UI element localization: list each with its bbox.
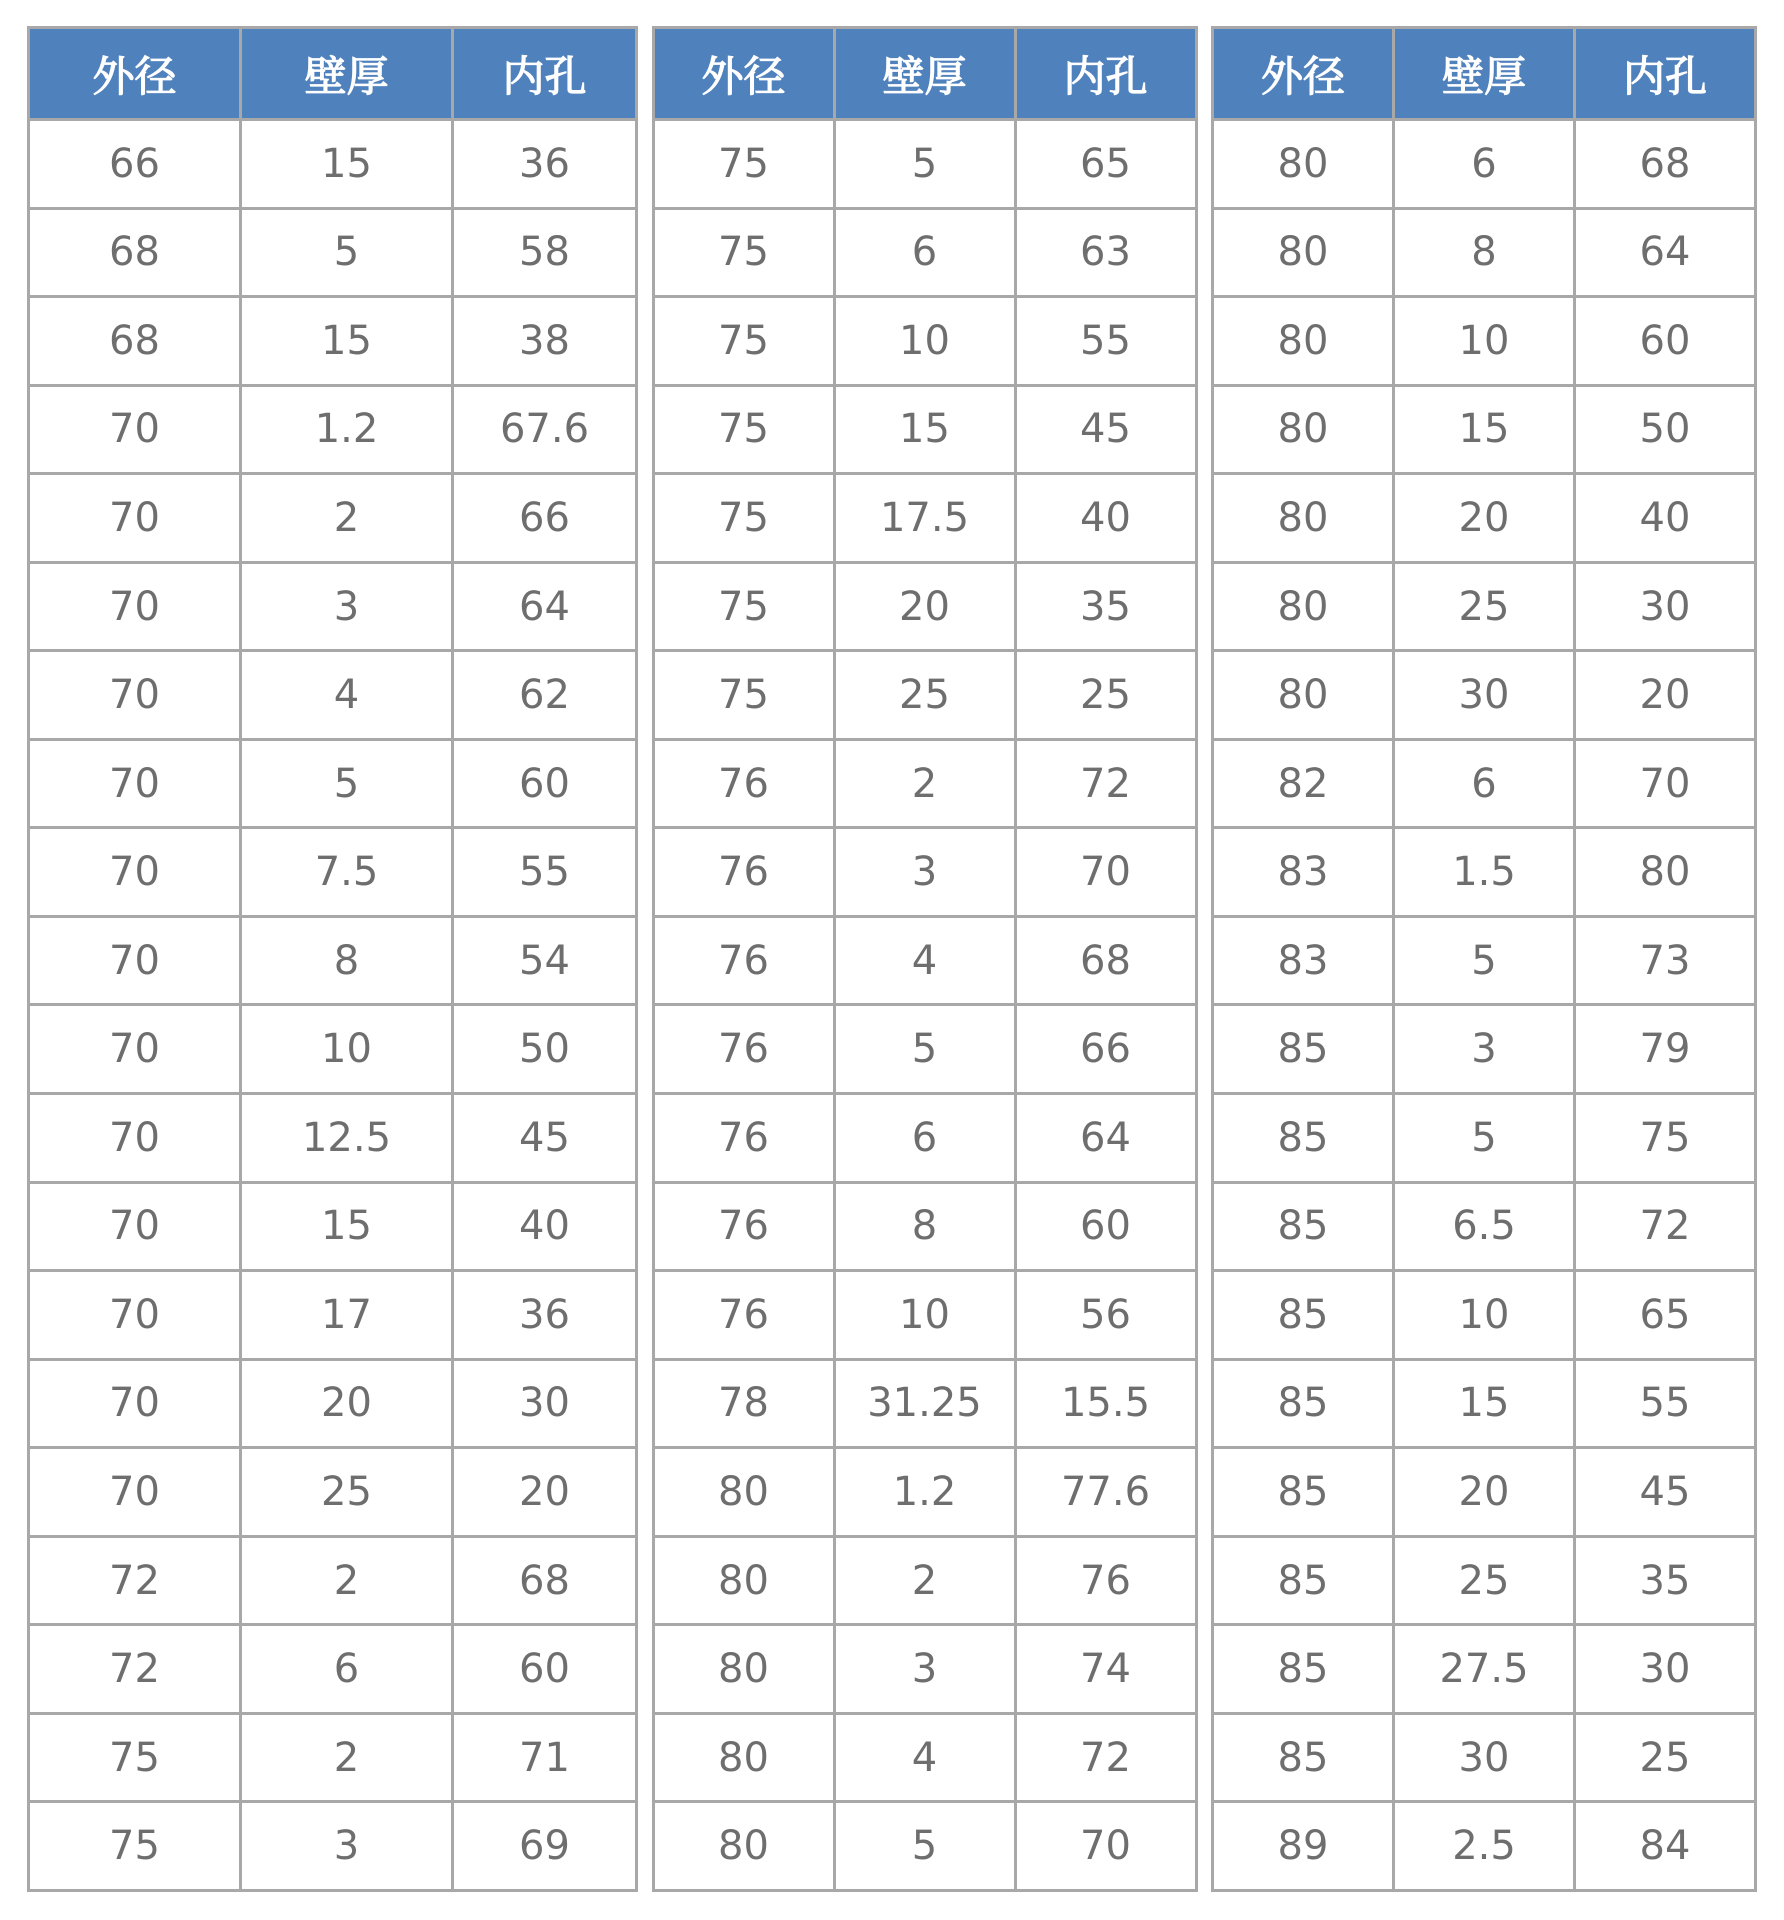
outer-diameter-cell: 80	[653, 1625, 834, 1714]
table-header	[653, 28, 1196, 120]
inner-bore-cell: 70	[1015, 1802, 1196, 1891]
table-row	[1213, 208, 1756, 297]
inner-bore-cell: 65	[1015, 120, 1196, 209]
outer-diameter-cell: 75	[653, 562, 834, 651]
outer-diameter-cell: 70	[29, 1005, 241, 1094]
wall-thickness-cell: 2	[834, 1536, 1015, 1625]
inner-bore-header: 内孔	[453, 28, 637, 120]
outer-diameter-cell: 70	[29, 562, 241, 651]
table-row	[29, 1359, 637, 1448]
wall-thickness-cell: 8	[834, 1182, 1015, 1271]
table-row	[653, 1094, 1196, 1183]
inner-bore-cell: 68	[453, 1536, 637, 1625]
outer-diameter-cell: 80	[653, 1713, 834, 1802]
inner-bore-cell: 55	[453, 828, 637, 917]
table-row	[653, 1448, 1196, 1537]
wall-thickness-cell: 30	[1394, 1713, 1575, 1802]
outer-diameter-cell: 80	[653, 1802, 834, 1891]
wall-thickness-cell: 15	[241, 1182, 453, 1271]
wall-thickness-cell: 2	[241, 1713, 453, 1802]
wall-thickness-cell: 6	[1394, 120, 1575, 209]
table-row	[1213, 297, 1756, 386]
wall-thickness-cell: 4	[241, 651, 453, 740]
wall-thickness-cell: 25	[1394, 562, 1575, 651]
inner-bore-cell: 50	[1575, 385, 1756, 474]
table-row	[1213, 1448, 1756, 1537]
inner-bore-cell: 62	[453, 651, 637, 740]
outer-diameter-cell: 72	[29, 1625, 241, 1714]
wall-thickness-header: 壁厚	[241, 28, 453, 120]
inner-bore-cell: 68	[1575, 120, 1756, 209]
inner-bore-cell: 60	[1015, 1182, 1196, 1271]
wall-thickness-cell: 17.5	[834, 474, 1015, 563]
wall-thickness-cell: 31.25	[834, 1359, 1015, 1448]
table-row	[29, 1182, 637, 1271]
wall-thickness-cell: 20	[1394, 1448, 1575, 1537]
outer-diameter-cell: 75	[653, 651, 834, 740]
outer-diameter-cell: 85	[1213, 1005, 1394, 1094]
table-row	[29, 1536, 637, 1625]
table-row	[1213, 474, 1756, 563]
inner-bore-cell: 35	[1575, 1536, 1756, 1625]
table-row	[1213, 385, 1756, 474]
inner-bore-cell: 63	[1015, 208, 1196, 297]
outer-diameter-cell: 70	[29, 385, 241, 474]
table-row	[29, 297, 637, 386]
table-row	[653, 1005, 1196, 1094]
inner-bore-cell: 45	[1575, 1448, 1756, 1537]
outer-diameter-cell: 80	[1213, 385, 1394, 474]
wall-thickness-cell: 10	[834, 297, 1015, 386]
outer-diameter-cell: 89	[1213, 1802, 1394, 1891]
table-row	[29, 385, 637, 474]
wall-thickness-cell: 8	[1394, 208, 1575, 297]
table-row	[1213, 1625, 1756, 1714]
inner-bore-cell: 79	[1575, 1005, 1756, 1094]
wall-thickness-cell: 4	[834, 1713, 1015, 1802]
spec-tables	[27, 26, 1757, 1892]
spec-table-3	[1211, 26, 1757, 1892]
table-header	[1213, 28, 1756, 120]
outer-diameter-cell: 75	[653, 385, 834, 474]
outer-diameter-cell: 85	[1213, 1094, 1394, 1183]
inner-bore-cell: 45	[453, 1094, 637, 1183]
table-row	[29, 1271, 637, 1360]
wall-thickness-cell: 5	[834, 120, 1015, 209]
outer-diameter-cell: 80	[653, 1536, 834, 1625]
inner-bore-cell: 40	[1575, 474, 1756, 563]
outer-diameter-header: 外径	[653, 28, 834, 120]
wall-thickness-cell: 7.5	[241, 828, 453, 917]
outer-diameter-header: 外径	[29, 28, 241, 120]
wall-thickness-cell: 6	[1394, 739, 1575, 828]
wall-thickness-cell: 20	[834, 562, 1015, 651]
outer-diameter-cell: 80	[1213, 651, 1394, 740]
table-row	[29, 828, 637, 917]
inner-bore-cell: 30	[1575, 1625, 1756, 1714]
table-row	[1213, 739, 1756, 828]
wall-thickness-cell: 5	[834, 1005, 1015, 1094]
outer-diameter-cell: 85	[1213, 1359, 1394, 1448]
inner-bore-cell: 35	[1015, 562, 1196, 651]
wall-thickness-cell: 30	[1394, 651, 1575, 740]
outer-diameter-cell: 68	[29, 297, 241, 386]
table-row	[1213, 1359, 1756, 1448]
wall-thickness-cell: 6	[241, 1625, 453, 1714]
wall-thickness-cell: 8	[241, 916, 453, 1005]
table-row	[29, 1094, 637, 1183]
inner-bore-cell: 36	[453, 120, 637, 209]
outer-diameter-cell: 76	[653, 1182, 834, 1271]
inner-bore-cell: 80	[1575, 828, 1756, 917]
table-row	[29, 1802, 637, 1891]
outer-diameter-cell: 75	[653, 297, 834, 386]
table-row	[29, 651, 637, 740]
wall-thickness-cell: 10	[1394, 1271, 1575, 1360]
table-row	[653, 1625, 1196, 1714]
table-row	[653, 1802, 1196, 1891]
table-row	[29, 562, 637, 651]
inner-bore-cell: 54	[453, 916, 637, 1005]
wall-thickness-cell: 5	[834, 1802, 1015, 1891]
outer-diameter-cell: 85	[1213, 1271, 1394, 1360]
outer-diameter-cell: 85	[1213, 1536, 1394, 1625]
outer-diameter-cell: 70	[29, 1094, 241, 1183]
wall-thickness-cell: 27.5	[1394, 1625, 1575, 1714]
wall-thickness-cell: 10	[834, 1271, 1015, 1360]
wall-thickness-cell: 5	[241, 208, 453, 297]
inner-bore-cell: 40	[453, 1182, 637, 1271]
outer-diameter-cell: 75	[29, 1802, 241, 1891]
wall-thickness-cell: 4	[834, 916, 1015, 1005]
outer-diameter-cell: 75	[653, 120, 834, 209]
inner-bore-cell: 74	[1015, 1625, 1196, 1714]
table-row	[29, 474, 637, 563]
outer-diameter-cell: 72	[29, 1536, 241, 1625]
inner-bore-cell: 45	[1015, 385, 1196, 474]
wall-thickness-cell: 1.5	[1394, 828, 1575, 917]
wall-thickness-header: 壁厚	[834, 28, 1015, 120]
inner-bore-cell: 15.5	[1015, 1359, 1196, 1448]
inner-bore-cell: 77.6	[1015, 1448, 1196, 1537]
table-row	[653, 1713, 1196, 1802]
inner-bore-cell: 55	[1015, 297, 1196, 386]
table-row	[653, 916, 1196, 1005]
wall-thickness-cell: 20	[1394, 474, 1575, 563]
table-row	[29, 916, 637, 1005]
inner-bore-cell: 69	[453, 1802, 637, 1891]
inner-bore-header: 内孔	[1575, 28, 1756, 120]
wall-thickness-cell: 6.5	[1394, 1182, 1575, 1271]
outer-diameter-cell: 76	[653, 739, 834, 828]
table-row	[29, 739, 637, 828]
table-row	[29, 1713, 637, 1802]
table-row	[653, 828, 1196, 917]
inner-bore-cell: 66	[1015, 1005, 1196, 1094]
inner-bore-cell: 64	[1015, 1094, 1196, 1183]
table-row	[29, 1448, 637, 1537]
outer-diameter-cell: 82	[1213, 739, 1394, 828]
wall-thickness-cell: 25	[1394, 1536, 1575, 1625]
inner-bore-cell: 25	[1575, 1713, 1756, 1802]
outer-diameter-cell: 70	[29, 1359, 241, 1448]
wall-thickness-cell: 3	[241, 562, 453, 651]
wall-thickness-cell: 15	[834, 385, 1015, 474]
header-row	[653, 28, 1196, 120]
inner-bore-cell: 75	[1575, 1094, 1756, 1183]
outer-diameter-cell: 70	[29, 1271, 241, 1360]
wall-thickness-cell: 1.2	[834, 1448, 1015, 1537]
inner-bore-cell: 68	[1015, 916, 1196, 1005]
table-row	[653, 297, 1196, 386]
table-row	[1213, 1005, 1756, 1094]
outer-diameter-cell: 80	[1213, 562, 1394, 651]
table-row	[29, 120, 637, 209]
outer-diameter-cell: 85	[1213, 1182, 1394, 1271]
outer-diameter-cell: 76	[653, 1094, 834, 1183]
table-row	[1213, 1536, 1756, 1625]
wall-thickness-cell: 5	[1394, 916, 1575, 1005]
inner-bore-cell: 25	[1015, 651, 1196, 740]
inner-bore-cell: 60	[1575, 297, 1756, 386]
inner-bore-cell: 84	[1575, 1802, 1756, 1891]
inner-bore-cell: 64	[1575, 208, 1756, 297]
spec-table-2	[652, 26, 1198, 1892]
wall-thickness-cell: 6	[834, 1094, 1015, 1183]
inner-bore-cell: 30	[1575, 562, 1756, 651]
outer-diameter-cell: 68	[29, 208, 241, 297]
wall-thickness-cell: 25	[834, 651, 1015, 740]
header-row	[29, 28, 637, 120]
outer-diameter-cell: 85	[1213, 1625, 1394, 1714]
outer-diameter-cell: 75	[653, 208, 834, 297]
inner-bore-cell: 20	[1575, 651, 1756, 740]
outer-diameter-cell: 70	[29, 651, 241, 740]
table-row	[653, 474, 1196, 563]
inner-bore-cell: 60	[453, 1625, 637, 1714]
outer-diameter-cell: 70	[29, 1182, 241, 1271]
wall-thickness-cell: 3	[1394, 1005, 1575, 1094]
inner-bore-cell: 38	[453, 297, 637, 386]
table-row	[1213, 828, 1756, 917]
table-header	[29, 28, 637, 120]
inner-bore-cell: 55	[1575, 1359, 1756, 1448]
outer-diameter-cell: 80	[1213, 474, 1394, 563]
outer-diameter-cell: 80	[1213, 208, 1394, 297]
wall-thickness-cell: 15	[1394, 385, 1575, 474]
wall-thickness-cell: 2.5	[1394, 1802, 1575, 1891]
wall-thickness-cell: 15	[1394, 1359, 1575, 1448]
outer-diameter-cell: 70	[29, 474, 241, 563]
wall-thickness-cell: 10	[241, 1005, 453, 1094]
inner-bore-cell: 73	[1575, 916, 1756, 1005]
wall-thickness-cell: 3	[834, 828, 1015, 917]
inner-bore-cell: 72	[1015, 739, 1196, 828]
inner-bore-cell: 72	[1015, 1713, 1196, 1802]
outer-diameter-header: 外径	[1213, 28, 1394, 120]
outer-diameter-cell: 83	[1213, 828, 1394, 917]
table-row	[1213, 562, 1756, 651]
inner-bore-cell: 56	[1015, 1271, 1196, 1360]
outer-diameter-cell: 85	[1213, 1448, 1394, 1537]
table-row	[653, 651, 1196, 740]
outer-diameter-cell: 78	[653, 1359, 834, 1448]
outer-diameter-cell: 80	[1213, 120, 1394, 209]
wall-thickness-cell: 2	[241, 474, 453, 563]
wall-thickness-cell: 5	[241, 739, 453, 828]
wall-thickness-cell: 6	[834, 208, 1015, 297]
table-row	[653, 1359, 1196, 1448]
outer-diameter-cell: 85	[1213, 1713, 1394, 1802]
table-row	[1213, 120, 1756, 209]
inner-bore-cell: 71	[453, 1713, 637, 1802]
wall-thickness-cell: 3	[241, 1802, 453, 1891]
table-row	[1213, 651, 1756, 740]
inner-bore-cell: 64	[453, 562, 637, 651]
inner-bore-cell: 67.6	[453, 385, 637, 474]
outer-diameter-cell: 70	[29, 739, 241, 828]
table-row	[29, 1005, 637, 1094]
outer-diameter-cell: 80	[1213, 297, 1394, 386]
inner-bore-cell: 60	[453, 739, 637, 828]
table-body	[653, 120, 1196, 1891]
inner-bore-cell: 30	[453, 1359, 637, 1448]
table-body	[1213, 120, 1756, 1891]
wall-thickness-cell: 20	[241, 1359, 453, 1448]
table-row	[653, 385, 1196, 474]
outer-diameter-cell: 70	[29, 1448, 241, 1537]
table-row	[1213, 1271, 1756, 1360]
inner-bore-cell: 66	[453, 474, 637, 563]
table-row	[653, 1536, 1196, 1625]
table-row	[29, 208, 637, 297]
wall-thickness-cell: 5	[1394, 1094, 1575, 1183]
table-row	[29, 1625, 637, 1714]
outer-diameter-cell: 80	[653, 1448, 834, 1537]
outer-diameter-cell: 76	[653, 1005, 834, 1094]
table-row	[1213, 1094, 1756, 1183]
wall-thickness-cell: 12.5	[241, 1094, 453, 1183]
outer-diameter-cell: 76	[653, 828, 834, 917]
inner-bore-cell: 70	[1575, 739, 1756, 828]
wall-thickness-cell: 25	[241, 1448, 453, 1537]
wall-thickness-cell: 1.2	[241, 385, 453, 474]
inner-bore-header: 内孔	[1015, 28, 1196, 120]
table-row	[653, 120, 1196, 209]
table-body	[29, 120, 637, 1891]
inner-bore-cell: 50	[453, 1005, 637, 1094]
inner-bore-cell: 58	[453, 208, 637, 297]
wall-thickness-cell: 15	[241, 120, 453, 209]
table-row	[653, 1182, 1196, 1271]
wall-thickness-cell: 3	[834, 1625, 1015, 1714]
outer-diameter-cell: 75	[653, 474, 834, 563]
inner-bore-cell: 72	[1575, 1182, 1756, 1271]
inner-bore-cell: 65	[1575, 1271, 1756, 1360]
table-row	[653, 208, 1196, 297]
outer-diameter-cell: 70	[29, 916, 241, 1005]
wall-thickness-header: 壁厚	[1394, 28, 1575, 120]
table-row	[1213, 1802, 1756, 1891]
wall-thickness-cell: 2	[834, 739, 1015, 828]
table-row	[653, 562, 1196, 651]
outer-diameter-cell: 76	[653, 1271, 834, 1360]
outer-diameter-cell: 83	[1213, 916, 1394, 1005]
inner-bore-cell: 70	[1015, 828, 1196, 917]
table-row	[1213, 1182, 1756, 1271]
outer-diameter-cell: 75	[29, 1713, 241, 1802]
outer-diameter-cell: 70	[29, 828, 241, 917]
wall-thickness-cell: 2	[241, 1536, 453, 1625]
table-row	[653, 1271, 1196, 1360]
wall-thickness-cell: 10	[1394, 297, 1575, 386]
table-row	[1213, 1713, 1756, 1802]
inner-bore-cell: 40	[1015, 474, 1196, 563]
outer-diameter-cell: 66	[29, 120, 241, 209]
inner-bore-cell: 20	[453, 1448, 637, 1537]
wall-thickness-cell: 15	[241, 297, 453, 386]
header-row	[1213, 28, 1756, 120]
outer-diameter-cell: 76	[653, 916, 834, 1005]
spec-table-1	[27, 26, 638, 1892]
inner-bore-cell: 36	[453, 1271, 637, 1360]
inner-bore-cell: 76	[1015, 1536, 1196, 1625]
wall-thickness-cell: 17	[241, 1271, 453, 1360]
table-row	[1213, 916, 1756, 1005]
table-row	[653, 739, 1196, 828]
